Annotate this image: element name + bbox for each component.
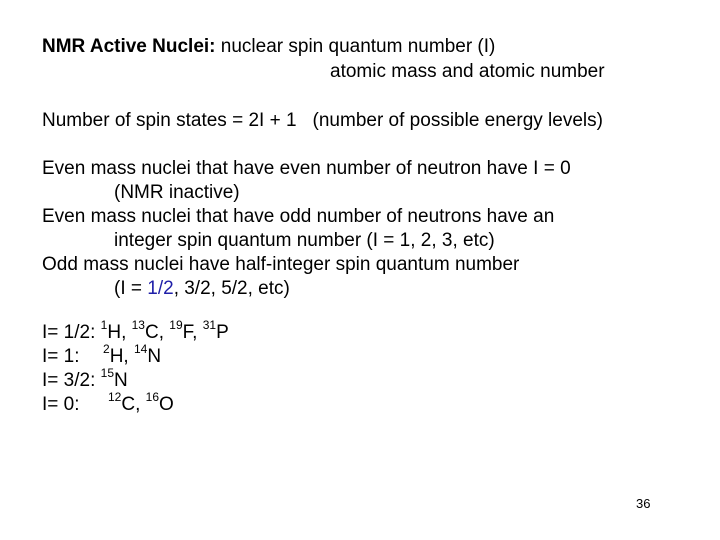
rule-odd-mass-values [114, 278, 290, 300]
mass-number: 13 [131, 317, 145, 332]
mass-number: 12 [108, 389, 122, 404]
nuclei-label: I= 1/2: [42, 322, 96, 343]
nucleus [100, 317, 132, 343]
page-number: 36 [636, 496, 651, 511]
spin-states-line [42, 110, 603, 132]
mass-number: 2 [103, 341, 110, 356]
nucleus [145, 389, 174, 415]
title-bold: NMR Active Nuclei: [42, 36, 216, 57]
rule-even-even-note: (NMR inactive) [114, 182, 240, 203]
nuclei-row-threehalf [42, 365, 128, 392]
mass-number: 1 [100, 317, 108, 332]
mass-number: 15 [100, 365, 114, 380]
nucleus [131, 317, 170, 343]
nuclei-label: I= 1: [42, 346, 80, 367]
nuclei-list [108, 389, 174, 415]
element-symbol: C [121, 394, 136, 415]
nucleus [202, 317, 229, 343]
title-line-2: atomic mass and atomic number [330, 61, 605, 82]
element-symbol: N [147, 346, 162, 367]
rule-odd-mass: Odd mass nuclei have half-integer spin quantum number [42, 254, 520, 275]
element-symbol: F [182, 322, 193, 343]
nucleus [108, 389, 146, 415]
spin-states-note: (number of possible energy levels) [312, 110, 603, 131]
rule-even-odd-cont: integer spin quantum number (I = 1, 2, 3, etc) [114, 230, 495, 251]
nuclei-row-half [42, 317, 229, 344]
separator: , [135, 394, 146, 415]
nuclei-label: I= 0: [42, 394, 80, 415]
rule-even-odd: Even mass nuclei that have odd number of neutrons have an [42, 206, 555, 227]
element-symbol: C [144, 322, 159, 343]
title-line [42, 36, 495, 58]
mass-number: 31 [202, 317, 217, 332]
mass-number: 19 [169, 317, 183, 332]
nuclei-list [100, 317, 229, 343]
element-symbol: H [109, 346, 124, 367]
element-symbol: N [114, 370, 128, 391]
mass-number: 16 [145, 389, 160, 404]
element-symbol: P [216, 322, 229, 343]
separator: , [158, 322, 170, 343]
rule-even-even: Even mass nuclei that have even number of neutron have I = 0 [42, 158, 571, 179]
nucleus [169, 317, 203, 343]
separator: , [123, 346, 134, 367]
separator: , [121, 322, 132, 343]
nucleus [103, 341, 134, 367]
nuclei-label: I= 3/2: [42, 370, 96, 391]
element-symbol: H [107, 322, 122, 343]
rule-odd-pre: (I = [114, 278, 148, 299]
separator: , [192, 322, 203, 343]
rule-odd-post: , 3/2, 5/2, etc) [173, 278, 290, 299]
title-rest: nuclear spin quantum number (I) [215, 36, 496, 57]
nucleus [133, 341, 162, 367]
nuclei-list [103, 341, 162, 367]
spin-states-formula: Number of spin states = 2I + 1 [42, 110, 297, 131]
element-symbol: O [159, 394, 174, 415]
nucleus [100, 365, 128, 391]
mass-number: 14 [133, 341, 148, 356]
nuclei-list [100, 365, 128, 391]
nuclei-row-one [42, 341, 162, 368]
rule-odd-half: 1/2 [147, 278, 174, 299]
nuclei-row-zero [42, 389, 174, 416]
